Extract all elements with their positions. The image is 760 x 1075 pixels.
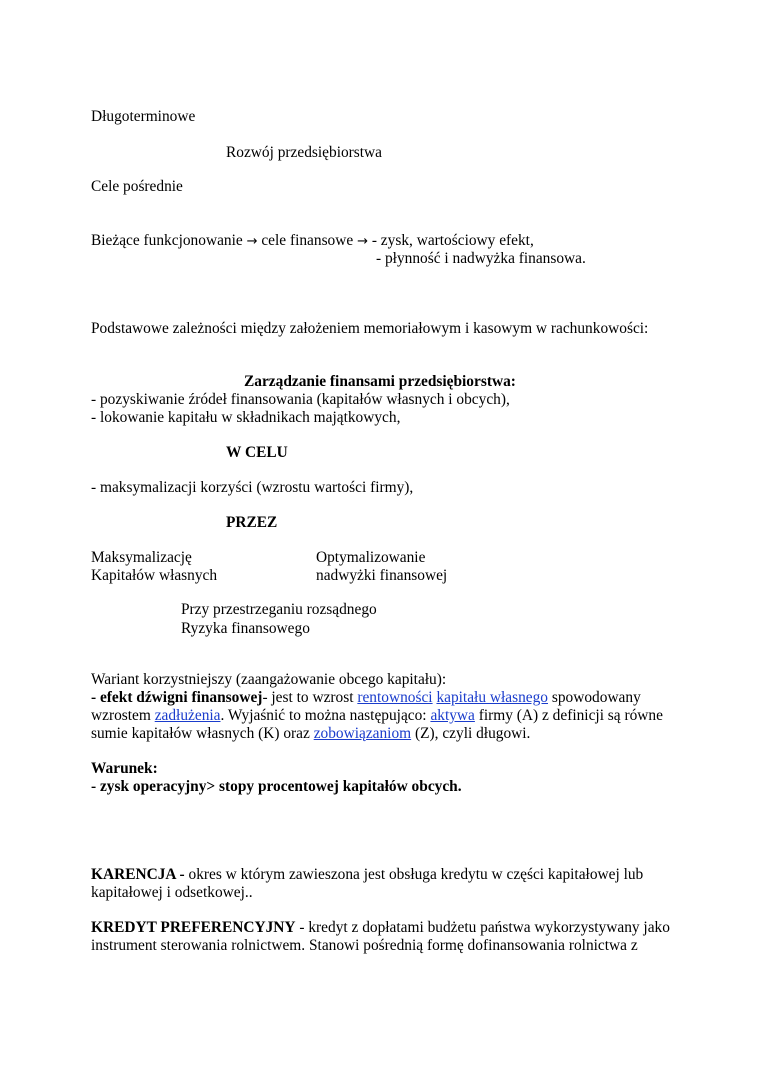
efekt-definition: - jest to wzrost bbox=[262, 689, 354, 706]
heading-dlugoterminowe: Długoterminowe bbox=[91, 108, 196, 125]
kredyt-definition: - kredyt z dopłatami budżetu państwa wykorzystywany jako bbox=[299, 919, 670, 936]
zysk-operacyjny-text: - zysk operacyjny> stopy procentowej kapitałów obcych. bbox=[91, 778, 462, 795]
wyjasnic-text: . Wyjaśnić to można następująco: bbox=[220, 707, 427, 724]
efekt-line bbox=[91, 689, 641, 707]
rozwoj-przedsiebiorstwa: Rozwój przedsiębiorstwa bbox=[226, 144, 383, 161]
maksymalizacje-text: Maksymalizację bbox=[91, 549, 192, 566]
link-zobowiazaniom[interactable]: zobowiązaniom bbox=[313, 725, 412, 742]
podstawowe-text: Podstawowe zależności między założeniem memoriałowym i kasowym w rachunkowości: bbox=[91, 320, 649, 337]
przy-text: Przy przestrzeganiu rozsądnego bbox=[181, 601, 377, 618]
zysk-text: - zysk, wartościowy efekt, bbox=[371, 232, 534, 249]
w-celu-heading: W CELU bbox=[226, 444, 288, 461]
karencja-continuation: kapitałowej i odsetkowej.. bbox=[91, 884, 253, 901]
maksymalizacji-item: - maksymalizacji korzyści (wzrostu wartości firmy), bbox=[91, 479, 414, 496]
warunek-heading: Warunek: bbox=[91, 760, 158, 777]
plynnosc-text: - płynność i nadwyżka finansowa. bbox=[376, 250, 586, 267]
cele-finansowe-text: cele finansowe bbox=[261, 232, 354, 249]
lokowanie-item: - lokowanie kapitału w składnikach majątkowych, bbox=[91, 409, 401, 426]
ryzyka-text: Ryzyka finansowego bbox=[181, 620, 310, 637]
biezace-text: Bieżące funkcjonowanie bbox=[91, 232, 243, 249]
nadwyzki-text: nadwyżki finansowej bbox=[316, 567, 448, 584]
pozyskiwanie-item: - pozyskiwanie źródeł finansowania (kapitałów własnych i obcych), bbox=[91, 391, 510, 408]
karencja-term: KARENCJA - bbox=[91, 866, 185, 883]
wzrostem-text: wzrostem bbox=[91, 707, 151, 724]
karencja-definition: okres w którym zawieszona jest obsługa kredytu w części kapitałowej lub bbox=[188, 866, 644, 883]
kredyt-continuation: instrument sterowania rolnictwem. Stanowi pośrednią formę dofinansowania rolnictwa z bbox=[91, 937, 638, 954]
heading-cele-posrednie: Cele pośrednie bbox=[91, 178, 183, 195]
karencja-line bbox=[91, 866, 643, 884]
sumie-line bbox=[91, 725, 530, 743]
link-rentownosci[interactable]: rentowności bbox=[357, 689, 433, 706]
czyli-text: (Z), czyli długowi. bbox=[415, 725, 531, 742]
optymalizowanie-text: Optymalizowanie bbox=[316, 549, 426, 566]
zarzadzanie-title: Zarządzanie finansami przedsiębiorstwa: bbox=[244, 373, 516, 390]
wariant-text: Wariant korzystniejszy (zaangażowanie obcego kapitału): bbox=[91, 671, 447, 688]
kapitalow-wlasnych-text: Kapitałów własnych bbox=[91, 567, 218, 584]
wzrostem-line bbox=[91, 707, 663, 725]
spowodowany-text: spowodowany bbox=[551, 689, 641, 706]
right-arrow-icon: → bbox=[357, 234, 368, 249]
efekt-term: - efekt dźwigni finansowej bbox=[91, 689, 263, 706]
firmy-text: firmy (A) z definicji są równe bbox=[478, 707, 663, 724]
biezace-line bbox=[91, 232, 534, 251]
przez-heading: PRZEZ bbox=[226, 514, 278, 531]
link-kapitalu-wlasnego[interactable]: kapitału własnego bbox=[436, 689, 548, 706]
kredyt-term: KREDYT PREFERENCYJNY bbox=[91, 919, 296, 936]
link-aktywa[interactable]: aktywa bbox=[430, 707, 475, 724]
right-arrow-icon: → bbox=[246, 234, 258, 249]
link-zadluzenia[interactable]: zadłużenia bbox=[154, 707, 221, 724]
sumie-text: sumie kapitałów własnych (K) oraz bbox=[91, 725, 310, 742]
kredyt-line bbox=[91, 919, 670, 937]
